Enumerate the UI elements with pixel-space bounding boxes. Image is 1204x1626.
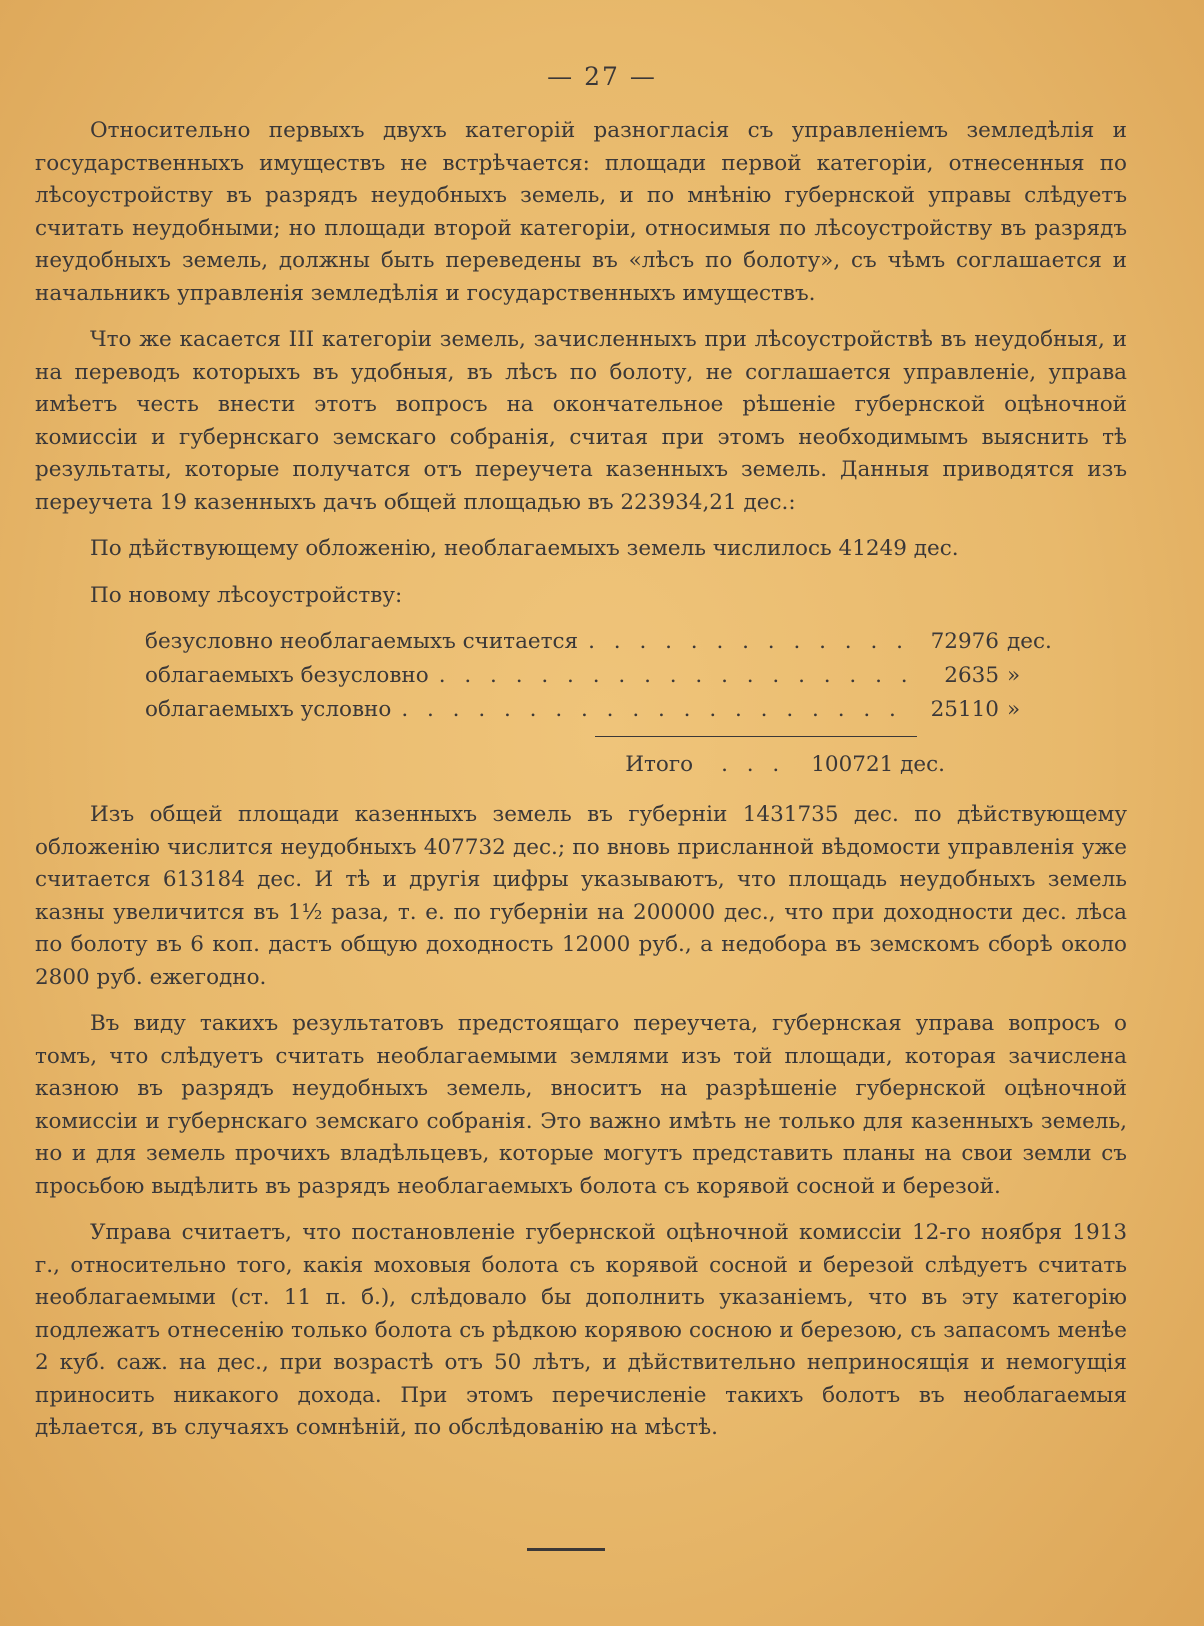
list-item [145, 626, 1055, 660]
current-assessment-line: По дѣйствующему обложенію, необлагаемыхъ земель числилось 41249 дес. [90, 536, 959, 561]
paragraph: Управа считаетъ, что постановленіе губернской оцѣночной комиссіи 12-го ноября 1913 г., относительно того, какія моховыя болота съ корявой сосной и березой слѣдуетъ считать необлагаемыми (ст. 11 п. б.), слѣдовало бы дополнить указаніемъ, что въ эту категорію подлежатъ отнесенію только болота съ рѣдкою корявою сосною и березою, съ запасомъ менѣе 2 куб. саж. на дес., при возрастѣ отъ 50 лѣтъ, и дѣйствительно неприносящія и немогущія приносить никакого дохода. При этомъ перечисленіе такихъ болотъ въ необлагаемыя дѣлается, въ случаяхъ сомнѣній, по обслѣдованію на мѣстѣ. [35, 1220, 1127, 1440]
total-row [35, 749, 945, 789]
paragraph: Изъ общей площади казенныхъ земель въ губерніи 1431735 дес. по дѣйствующему обложенію числится неудобныхъ 407732 дес.; по вновь присланной вѣдомости управленія уже считается 613184 дес. И тѣ и другія цифры указываютъ, что площадь неудобныхъ земель казны увеличится въ 1½ раза, т. е. по губерніи на 200000 дес., что при доходности дес. лѣса по болоту въ 6 коп. дастъ общую доходность 12000 руб., а недобора въ земскомъ сборѣ около 2800 руб. ежегодно. [35, 802, 1127, 990]
list-item-value: 72976 [930, 629, 999, 654]
sum-rule [595, 736, 917, 737]
leader-dots [439, 660, 911, 693]
leader-dots [588, 626, 911, 659]
list-item-unit: дес. [1007, 629, 1052, 654]
paragraph: Въ виду такихъ результатовъ предстоящаго переучета, губернская управа вопросъ о томъ, что слѣдуетъ считать необлагаемыми землями изъ той площади, которая зачислена казною въ разрядъ неудобныхъ земель, вноситъ на разрѣшеніе губернской оцѣночной комиссіи и губернскаго земскаго собранія. Это важно имѣть не только для казенныхъ земель, но и для земель прочихъ владѣльцевъ, которые могутъ представить планы на свои земли съ просьбою выдѣлить въ разрядъ необлагаемыхъ болота съ корявой сосной и березой. [35, 1011, 1127, 1199]
total-label: Итого [625, 752, 694, 777]
end-rule [527, 1548, 605, 1551]
paragraph: Что же касается III категоріи земель, зачисленныхъ при лѣсоустройствѣ въ неудобныя, и на переводъ которыхъ въ удобныя, въ лѣсъ по болоту, не соглашается управленіе, управа имѣетъ честь внести этотъ вопросъ на окончательное рѣшеніе губернской оцѣночной комиссіи и губернскаго земскаго собранія, считая при этомъ необходимымъ выяснить тѣ результаты, которые получатся отъ переучета казенныхъ земель. Данныя приводятся изъ переучета 19 казенныхъ дачъ общей площадью въ 223934,21 дес.: [35, 327, 1127, 515]
list-item-label: безусловно необлагаемыхъ считается [145, 629, 579, 654]
list-item [145, 660, 1055, 694]
list-item-label: облагаемыхъ безусловно [145, 663, 429, 688]
paragraph: Относительно первыхъ двухъ категорій разногласія съ управленіемъ земледѣлія и государственныхъ имуществъ не встрѣчается: площади первой категоріи, отнесенныя по лѣсоустройству въ разрядъ неудобныхъ земель, и по мнѣнію губернской управы слѣдуетъ считать неудобными; но площади второй категоріи, относимыя по лѣсоустройству въ разрядъ неудобныхъ земель, должны быть переведены въ «лѣсъ по болоту», съ чѣмъ соглашается и начальникъ управленія земледѣлія и государственныхъ имуществъ. [35, 118, 1127, 306]
list-item-unit: » [1007, 663, 1021, 688]
page-number: — 27 — [547, 62, 657, 91]
land-category-list [35, 626, 1055, 728]
document-body [35, 115, 1127, 1459]
total-value: 100721 дес. [811, 752, 945, 777]
total-dots: . . . [721, 752, 786, 777]
new-forestry-heading: По новому лѣсоустройству: [90, 582, 403, 608]
list-item [145, 694, 1055, 728]
list-item-value: 2635 [944, 663, 999, 688]
list-item-unit: » [1007, 697, 1021, 722]
leader-dots [401, 694, 911, 727]
list-item-value: 25110 [930, 697, 999, 722]
list-item-label: облагаемыхъ условно [145, 697, 392, 722]
